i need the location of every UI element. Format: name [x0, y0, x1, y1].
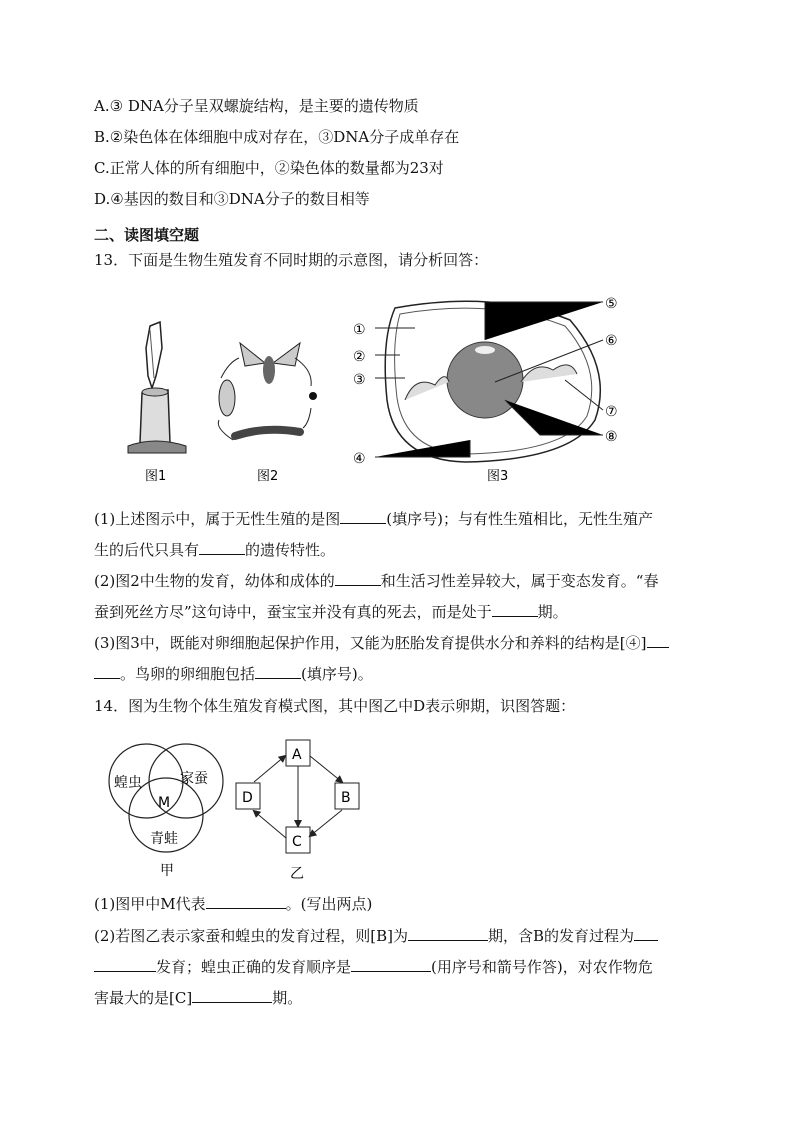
- egg-dot-icon: [309, 392, 317, 400]
- q14-part1: (1)图甲中M代表 。(写出两点): [94, 895, 373, 913]
- egg-label-4: ④: [353, 451, 366, 467]
- fig1-label: 图1: [145, 469, 167, 483]
- venn-locust: 蝗虫: [114, 775, 142, 791]
- venn-frog: 青蛙: [150, 831, 178, 847]
- cycle-c: C: [292, 834, 302, 850]
- q13-part3-line1: (3)图3中，既能对卵细胞起保护作用，又能为胚胎发育提供水分和养料的结构是[④]: [94, 632, 669, 653]
- q13-part1-line1: (1)上述图示中，属于无性生殖的是图 (填序号)；与有性生殖相比，无性生殖产: [94, 510, 653, 528]
- q13-part2-line1: (2)图2中生物的发育，幼体和成体的 和生活习性差异较大，属于变态发育。“春: [94, 572, 659, 590]
- cycle-caption: 乙: [290, 866, 304, 882]
- fig2-label: 图2: [257, 469, 279, 483]
- fig3-label: 图3: [487, 469, 509, 484]
- egg-label-1: ①: [353, 322, 366, 338]
- egg-label-5: ⑤: [605, 296, 618, 312]
- venn-caption: 甲: [160, 863, 174, 879]
- figure-1-grafting: [120, 318, 195, 483]
- cycle-d: D: [242, 790, 253, 806]
- egg-label-2: ②: [353, 349, 366, 365]
- venn-m: M: [158, 795, 171, 811]
- moth-icon: [240, 343, 300, 384]
- option-c: C.正常人体的所有细胞中，②染色体的数量都为23对: [94, 159, 444, 177]
- larva-icon: [235, 430, 300, 436]
- venn-diagram: [98, 735, 233, 880]
- venn-silkworm: 家蚕: [180, 771, 208, 787]
- cycle-b: B: [341, 790, 351, 806]
- figure-3-bird-egg: [345, 290, 635, 490]
- egg-label-7: ⑦: [605, 404, 618, 420]
- pupa-icon: [219, 380, 235, 416]
- egg-label-8: ⑧: [605, 429, 618, 445]
- option-b: B.②染色体在体细胞中成对存在，③DNA分子成单存在: [94, 128, 460, 146]
- q14-part2-line3: 害最大的是[C] 期。: [94, 989, 303, 1007]
- q14-stem: 14．图为生物个体生殖发育模式图，其中图乙中D表示卵期，识图答题：: [94, 697, 576, 715]
- q13-part1-line2: 生的后代只具有 的遗传特性。: [94, 541, 336, 559]
- q13-stem: 13．下面是生物生殖发育不同时期的示意图，请分析回答：: [94, 251, 489, 269]
- cycle-diagram: [230, 738, 370, 883]
- section-heading: 二、读图填空题: [94, 226, 200, 244]
- q14-part2-line2: 发育；蝗虫正确的发育顺序是 (用序号和箭号作答)，对农作物危: [94, 956, 653, 977]
- q14-part2-line1: (2)若图乙表示家蚕和蝗虫的发育过程，则[B]为 期，含B的发育过程为: [94, 925, 658, 946]
- option-d: D.④基因的数目和③DNA分子的数目相等: [94, 190, 370, 208]
- cycle-a: A: [292, 747, 302, 763]
- egg-label-3: ③: [353, 372, 366, 388]
- egg-label-6: ⑥: [605, 333, 618, 349]
- option-a: A.③ DNA分子呈双螺旋结构，是主要的遗传物质: [94, 97, 419, 115]
- figure-2-silkworm-cycle: [205, 328, 325, 483]
- q13-part2-line2: 蚕到死丝方尽”这句诗中，蚕宝宝并没有真的死去，而是处于 期。: [94, 603, 568, 621]
- q13-part3-line2: 。鸟卵的卵细胞包括 (填序号)。: [94, 663, 373, 684]
